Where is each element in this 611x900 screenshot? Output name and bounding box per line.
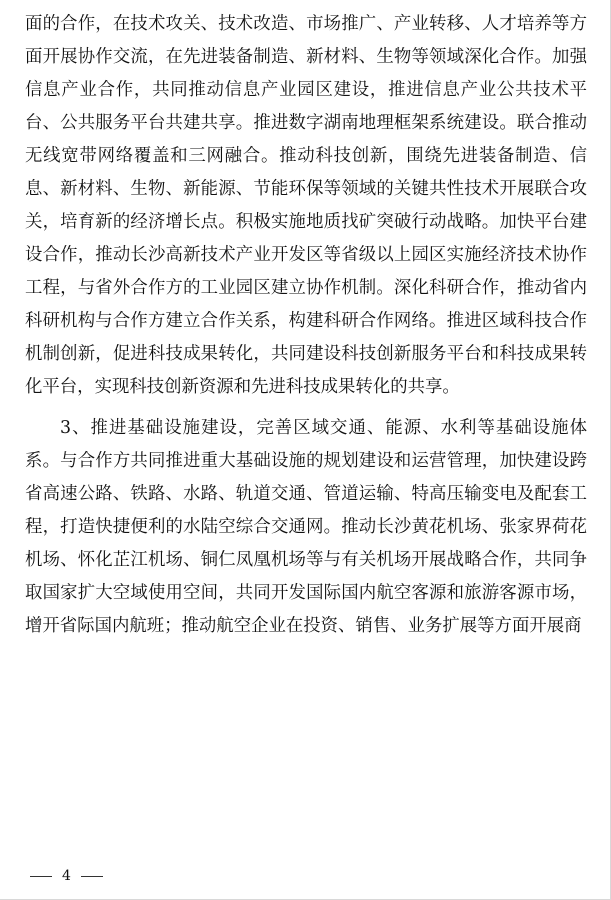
body-text — [25, 8, 587, 643]
page-footer — [30, 868, 103, 884]
page-number: 4 — [62, 868, 71, 884]
footer-dash-left — [30, 876, 52, 877]
paragraph-continuation: 面的合作，在技术攻关、技术改造、市场推广、产业转移、人才培养等方面开展协作交流，在先进装备制造、新材料、生物等领域深化合作。加强信息产业合作，共同推动信息产业园区建设，推进信息产业公共技术平台、公共服务平台共建共享。推进数字湖南地理框架系统建设。联合推动无线宽带网络覆盖和三网融合。推动科技创新，围绕先进装备制造、信息、新材料、生物、新能源、节能环保等领域的关键共性技术开展联合攻关，培育新的经济增长点。积极实施地质找矿突破行动战略。加快平台建设合作，推动长沙高新技术产业开发区等省级以上园区实施经济技术协作工程，与省外合作方的工业园区建立协作机制。深化科研合作，推动省内科研机构与合作方建立合作关系，构建科研合作网络。推进区域科技合作机制创新，促进科技成果转化，共同建设科技创新服务平台和科技成果转化平台，实现科技创新资源和先进科技成果转化的共享。 — [25, 14, 587, 397]
paragraph-infrastructure: 3、推进基础设施建设，完善区域交通、能源、水利等基础设施体系。与合作方共同推进重大基础设施的规划建设和运营管理，加快建设跨省高速公路、铁路、水路、轨道交通、管道运输、特高压输变电及配套工程，打造快捷便利的水陆空综合交通网。推动长沙黄花机场、张家界荷花机场、怀化芷江机场、铜仁凤凰机场等与有关机场开展战略合作，共同争取国家扩大空域使用空间，共同开发国际国内航空客源和旅游客源市场，增开省际国内航班；推动航空企业在投资、销售、业务扩展等方面开展商 — [25, 418, 587, 636]
footer-dash-right — [81, 876, 103, 877]
